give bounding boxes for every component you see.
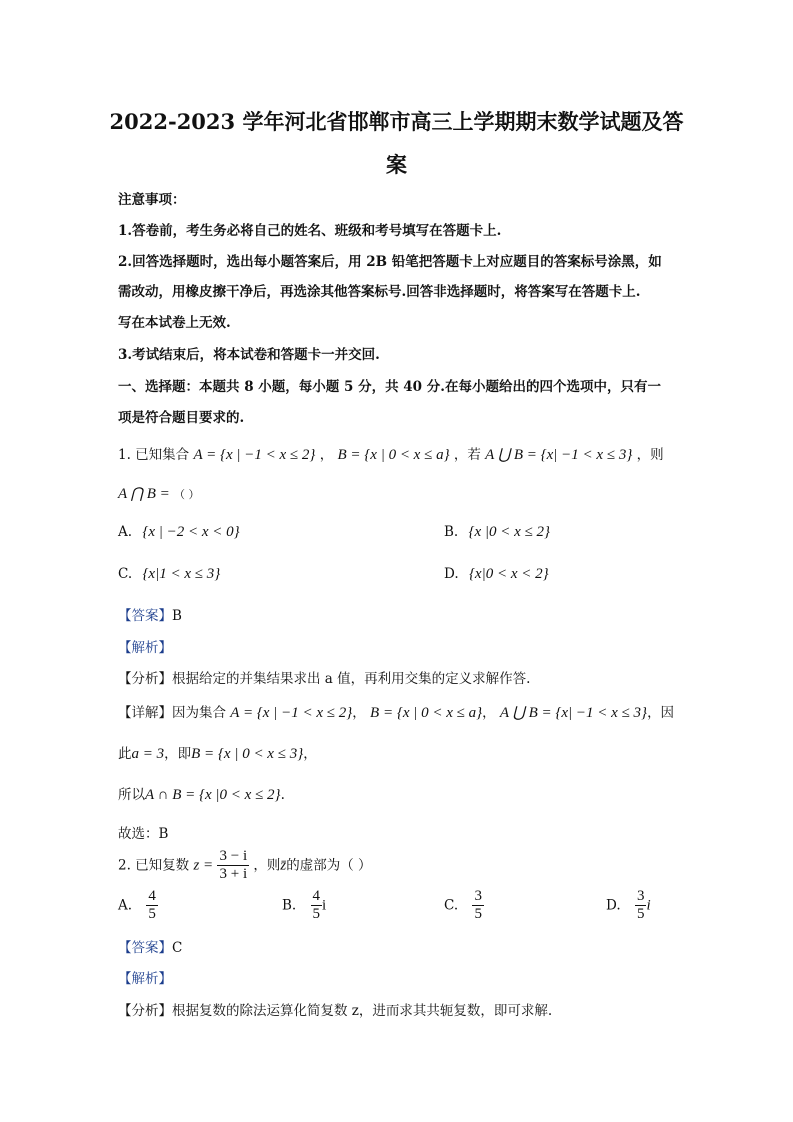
q2-option-b xyxy=(282,888,326,924)
q2-option-d-label: D. xyxy=(606,897,621,914)
q1-option-d-label: D. xyxy=(444,566,459,582)
notice-item-2b: 需改动，用橡皮擦干净后，再选涂其他答案标号.回答非选择题时，将答案写在答题卡上. xyxy=(118,284,641,300)
notice-heading: 注意事项： xyxy=(118,192,186,208)
q1-set-a: A = {x | −1 < x ≤ 2} xyxy=(193,447,316,463)
q1-xj2-set-b: B = {x | 0 < x ≤ 3} xyxy=(191,746,304,762)
q1-fenxi xyxy=(118,667,530,687)
q2-answer-tag: 【答案】 xyxy=(118,940,172,956)
q1-intersection: A ⋂ B = xyxy=(118,486,170,502)
q1-option-a xyxy=(118,524,240,541)
q1-answer-tag: 【答案】 xyxy=(118,608,172,624)
q2-option-c-label: C. xyxy=(444,897,459,914)
q2-option-c xyxy=(444,888,484,924)
doc-title-line2: 案 xyxy=(386,152,407,177)
q1-ruo: ，若 xyxy=(453,447,481,463)
q2-option-b-suffix: i xyxy=(322,897,327,914)
q1-stem xyxy=(118,443,664,464)
q1-xiangjie-3 xyxy=(118,783,285,804)
q2-stem xyxy=(118,848,372,884)
q2-option-d-den: 5 xyxy=(636,906,645,923)
q2-option-b-den: 5 xyxy=(312,906,321,923)
q1-xj-sep2: ， xyxy=(482,705,496,721)
q2-fraction-den: 3 + i xyxy=(219,866,248,883)
q2-fenxi-tag: 【分析】 xyxy=(118,1003,172,1019)
q2-option-a xyxy=(118,888,158,924)
q2-option-b-label: B. xyxy=(282,897,297,914)
q2-option-d-frac xyxy=(635,888,647,924)
q2-option-d xyxy=(606,888,651,924)
q1-option-a-text: {x | −2 < x < 0} xyxy=(142,524,240,540)
q1-set-b: B = {x | 0 < x ≤ a} xyxy=(337,447,450,463)
q1-xj-set-b: B = {x | 0 < x ≤ a} xyxy=(370,705,483,721)
q1-option-b-label: B. xyxy=(444,524,459,540)
q2-option-a-den: 5 xyxy=(148,906,156,923)
q1-option-b-text: {x |0 < x ≤ 2} xyxy=(468,524,551,540)
q2-option-b-num: 4 xyxy=(311,888,323,906)
q1-xj3-a: 所以 xyxy=(118,787,145,803)
q2-option-a-num: 4 xyxy=(146,888,158,906)
q1-xj-yin: ，因 xyxy=(647,705,675,721)
q1-paren: （ ） xyxy=(174,488,200,501)
doc-title-line1: 2022-2023 学年河北省邯郸市高三上学期期末数学试题及答 xyxy=(109,109,684,134)
q2-fraction-num: 3 − i xyxy=(217,848,249,866)
q1-xj3-b: . xyxy=(280,787,285,803)
q1-ask xyxy=(118,484,200,503)
q1-sep: ， xyxy=(319,447,334,463)
q1-xj2-eq: a = 3 xyxy=(131,746,165,762)
section1-heading-b: 项是符合题目要求的. xyxy=(118,410,245,426)
q1-xj2-c: ， xyxy=(303,746,317,762)
q1-xj3-eq: A ∩ B = {x |0 < x ≤ 2} xyxy=(145,787,281,803)
q1-answer-value: B xyxy=(172,608,182,624)
q2-prefix: 2. 已知复数 xyxy=(118,857,190,874)
q2-option-c-den: 5 xyxy=(474,906,482,923)
notice-item-3: 3.考试结束后，将本试卷和答题卡一并交回. xyxy=(118,347,380,363)
notice-item-1: 1.答卷前，考生务必将自己的姓名、班级和考号填写在答题卡上. xyxy=(118,223,502,239)
q1-option-c-label: C. xyxy=(118,566,133,582)
q2-rest: ，则 xyxy=(253,857,281,874)
section1-heading-a: 一、选择题：本题共 8 小题，每小题 5 分，共 40 分.在每小题给出的四个选项中，只有一 xyxy=(118,379,661,395)
q1-option-d-text: {x|0 < x < 2} xyxy=(468,566,549,582)
q1-xiangjie-2 xyxy=(118,742,317,763)
q1-option-c xyxy=(118,566,220,583)
notice-item-2a: 2.回答选择题时，选出每小题答案后，用 2B 铅笔把答题卡上对应题目的答案标号涂黑，如 xyxy=(118,254,662,270)
q2-option-d-suffix: i xyxy=(646,897,651,914)
q1-prefix: 1. 已知集合 xyxy=(118,447,190,463)
q1-union: A ⋃ B = {x| −1 < x ≤ 3} xyxy=(485,447,633,463)
q2-fenxi xyxy=(118,999,552,1019)
q2-zbar: z̄ xyxy=(280,857,287,874)
q2-answer xyxy=(118,936,182,956)
q1-option-c-text: {x|1 < x ≤ 3} xyxy=(142,566,221,582)
q2-fraction xyxy=(217,848,249,884)
q1-analysis-tag: 【解析】 xyxy=(118,640,172,656)
q2-z-eq: z = xyxy=(193,857,214,874)
q1-xj-sep: ， xyxy=(352,705,366,721)
q1-xj-set-a: A = {x | −1 < x ≤ 2} xyxy=(230,705,353,721)
q2-option-a-label: A. xyxy=(118,897,133,914)
q1-option-b xyxy=(444,524,550,541)
q1-fenxi-text: 根据给定的并集结果求出 a 值，再利用交集的定义求解作答. xyxy=(172,671,531,687)
q1-xj-text1: 因为集合 xyxy=(172,705,226,721)
q1-xj2-b: ，即 xyxy=(164,746,192,762)
q1-ze: ，则 xyxy=(636,447,664,463)
q2-rest2: 的虚部为（ ） xyxy=(286,857,372,874)
q2-option-b-frac xyxy=(311,888,323,924)
q2-option-c-num: 3 xyxy=(472,888,484,906)
q2-option-a-frac xyxy=(146,888,158,924)
q1-guxuan: 故选：B xyxy=(118,826,169,842)
notice-item-2c: 写在本试卷上无效. xyxy=(118,315,231,331)
q2-answer-value: C xyxy=(172,940,183,956)
q1-option-a-label: A. xyxy=(118,524,133,540)
q1-xj-union: A ⋃ B = {x| −1 < x ≤ 3} xyxy=(499,705,648,721)
q2-option-c-frac xyxy=(472,888,484,924)
q1-xj2-a: 此 xyxy=(118,746,132,762)
q1-answer xyxy=(118,604,182,624)
q2-fenxi-text: 根据复数的除法运算化简复数 z，进而求其共轭复数，即可求解. xyxy=(172,1003,553,1019)
q1-fenxi-tag: 【分析】 xyxy=(118,671,172,687)
q1-xiangjie-tag: 【详解】 xyxy=(118,705,172,721)
q1-option-d xyxy=(444,566,549,583)
q2-option-d-num: 3 xyxy=(635,888,647,906)
q1-xiangjie-1 xyxy=(118,701,674,722)
q2-analysis-tag: 【解析】 xyxy=(118,971,172,987)
